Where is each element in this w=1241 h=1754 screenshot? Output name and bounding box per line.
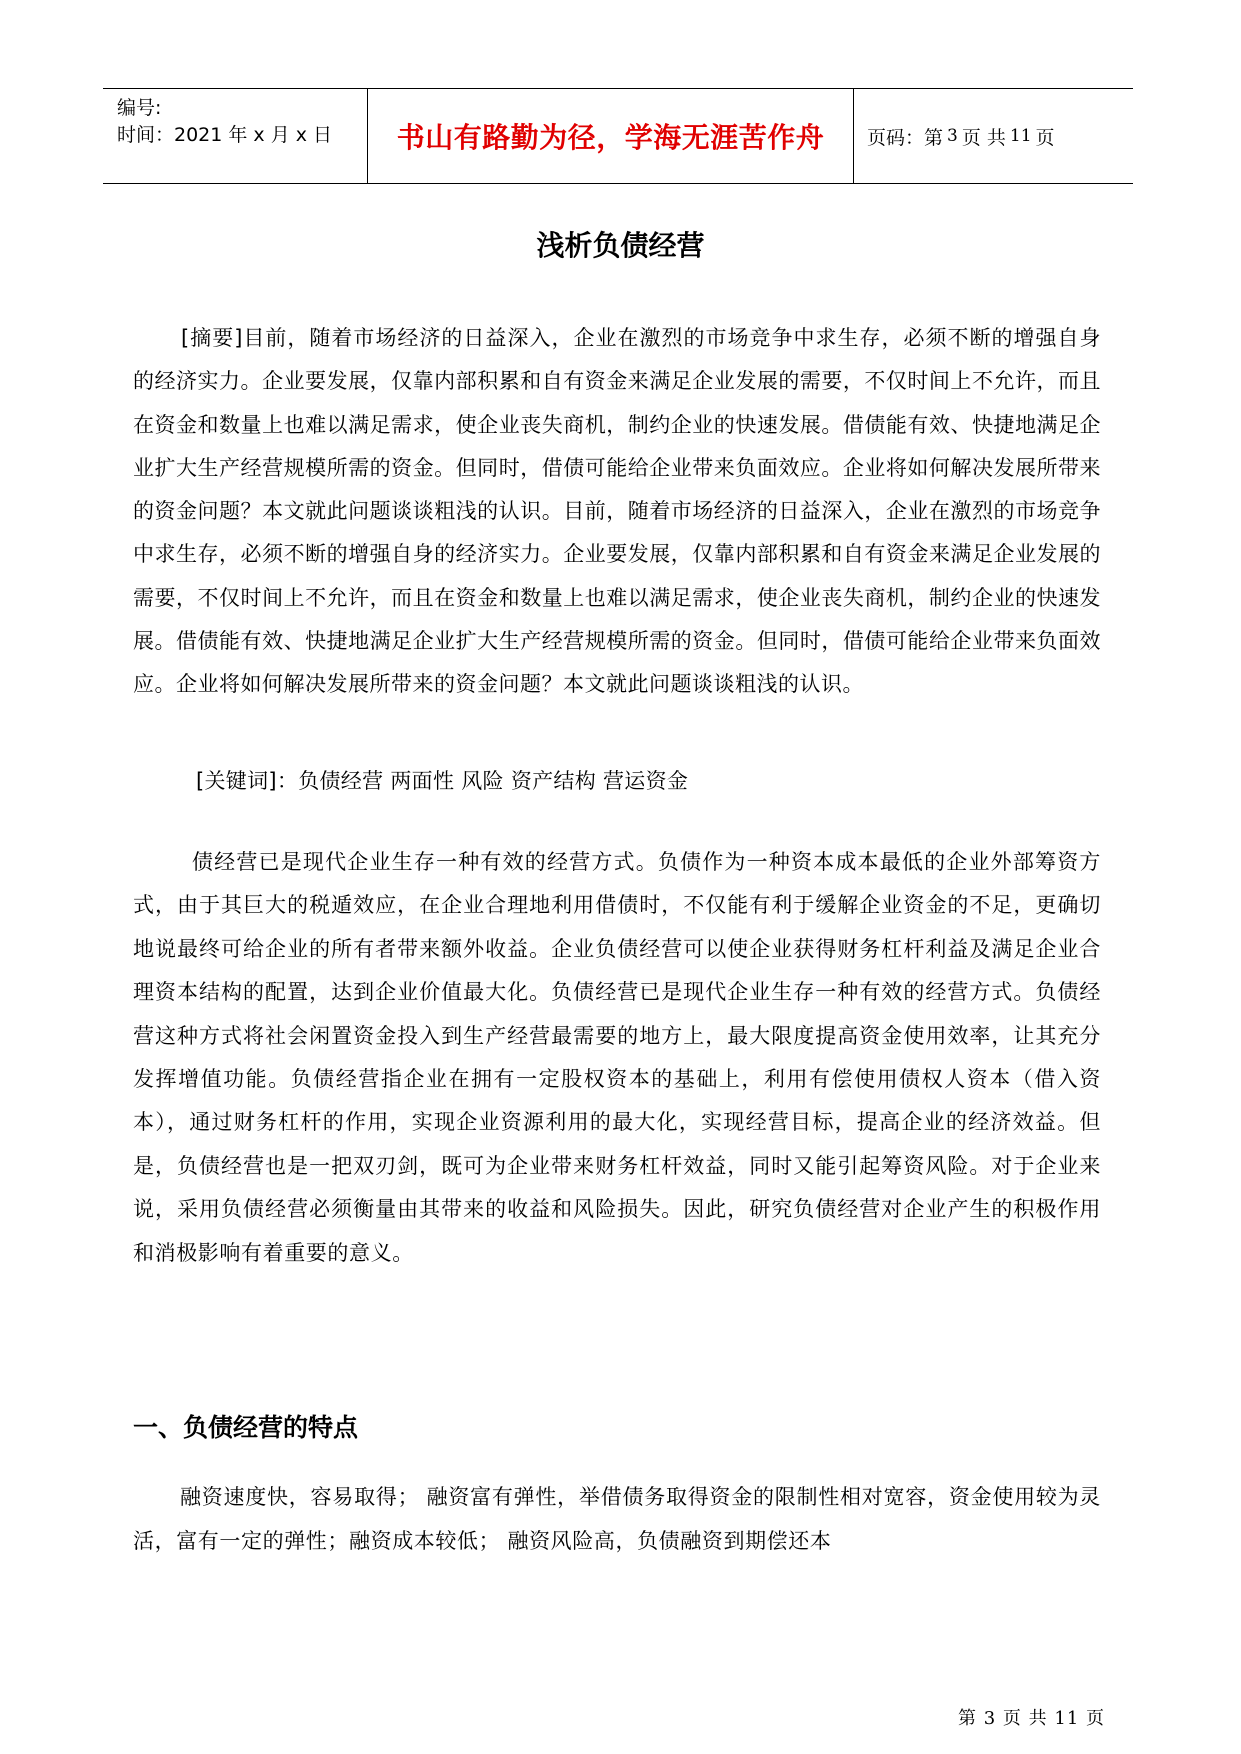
page-current: 3: [947, 126, 958, 146]
header-motto: 书山有路勤为径，学海无涯苦作舟: [368, 89, 854, 183]
intro-paragraph: 债经营已是现代企业生存一种有效的经营方式。负债作为一种资本成本最低的企业外部筹资方式，由于其巨大的税遁效应，在企业合理地利用借债时，不仅能有利于缓解企业资金的不足，更确切地说最终可给企业的所有者带来额外收益。企业负债经营可以使企业获得财务杠杆利益及满足企业合理资本结构的配置，达到企业价值最大化。负债经营已是现代企业生存一种有效的经营方式。负债经营这种方式将社会闲置资金投入到生产经营最需要的地方上，最大限度提高资金使用效率，让其充分发挥增值功能。负债经营指企业在拥有一定股权资本的基础上，利用有偿使用债权人资本（借入资本），通过财务杠杆的作用，实现企业资源利用的最大化，实现经营目标，提高企业的经济效益。但是，负债经营也是一把双刃剑，既可为企业带来财务杠杆效益，同时又能引起筹资风险。对于企业来说，采用负债经营必须衡量由其带来的收益和风险损失。因此，研究负债经营对企业产生的积极作用和消极影响有着重要的意义。: [133, 850, 1101, 1265]
abstract-text: 目前，随着市场经济的日益深入，企业在激烈的市场竞争中求生存，必须不断的增强自身的经济实力。企业要发展，仅靠内部积累和自有资金来满足企业发展的需要，不仅时间上不允许，而且在资金和数量上也难以满足需求，使企业丧失商机，制约企业的快速发展。借债能有效、快捷地满足企业扩大生产经营规模所需的资金。但同时，借债可能给企业带来负面效应。企业将如何解决发展所带来的资金问题？本文就此问题谈谈粗浅的认识。目前，随着市场经济的日益深入，企业在激烈的市场竞争中求生存，必须不断的增强自身的经济实力。企业要发展，仅靠内部积累和自有资金来满足企业发展的需要，不仅时间上不允许，而且在资金和数量上也难以满足需求，使企业丧失商机，制约企业的快速发展。借债能有效、快捷地满足企业扩大生产经营规模所需的资金。但同时，借债可能给企业带来负面效应。企业将如何解决发展所带来的资金问题？本文就此问题谈谈粗浅的认识。: [133, 326, 1102, 697]
page-middle: 页 共: [961, 126, 1006, 149]
header-page-number: [854, 89, 1133, 183]
keywords-label: [关键词]: [196, 769, 277, 793]
page-footer: 第 3 页 共 11 页: [958, 1708, 1105, 1729]
page-total: 11: [1009, 126, 1032, 146]
abstract-label: [摘要]: [181, 326, 243, 350]
keywords-text: ：负债经营 两面性 风险 资产结构 营运资金: [276, 769, 689, 793]
serial-label: 编号:: [117, 97, 162, 119]
keywords-paragraph: [133, 760, 1101, 802]
page-suffix: 页: [1035, 126, 1055, 149]
page-header: [103, 88, 1133, 184]
document-title: 浅析负债经营: [536, 229, 705, 262]
section-heading: 一、负债经营的特点: [133, 1413, 359, 1442]
section-paragraph: 融资速度快，容易取得； 融资富有弹性，举借债务取得资金的限制性相对宽容，资金使用较为灵活，富有一定的弹性；融资成本较低； 融资风险高，负债融资到期偿还本: [133, 1485, 1101, 1553]
abstract-paragraph: [133, 317, 1101, 707]
time-label: 时间：2021 年 x 月 x 日: [117, 124, 333, 146]
page-prefix: 页码：第: [867, 126, 944, 149]
header-meta: [103, 89, 368, 183]
